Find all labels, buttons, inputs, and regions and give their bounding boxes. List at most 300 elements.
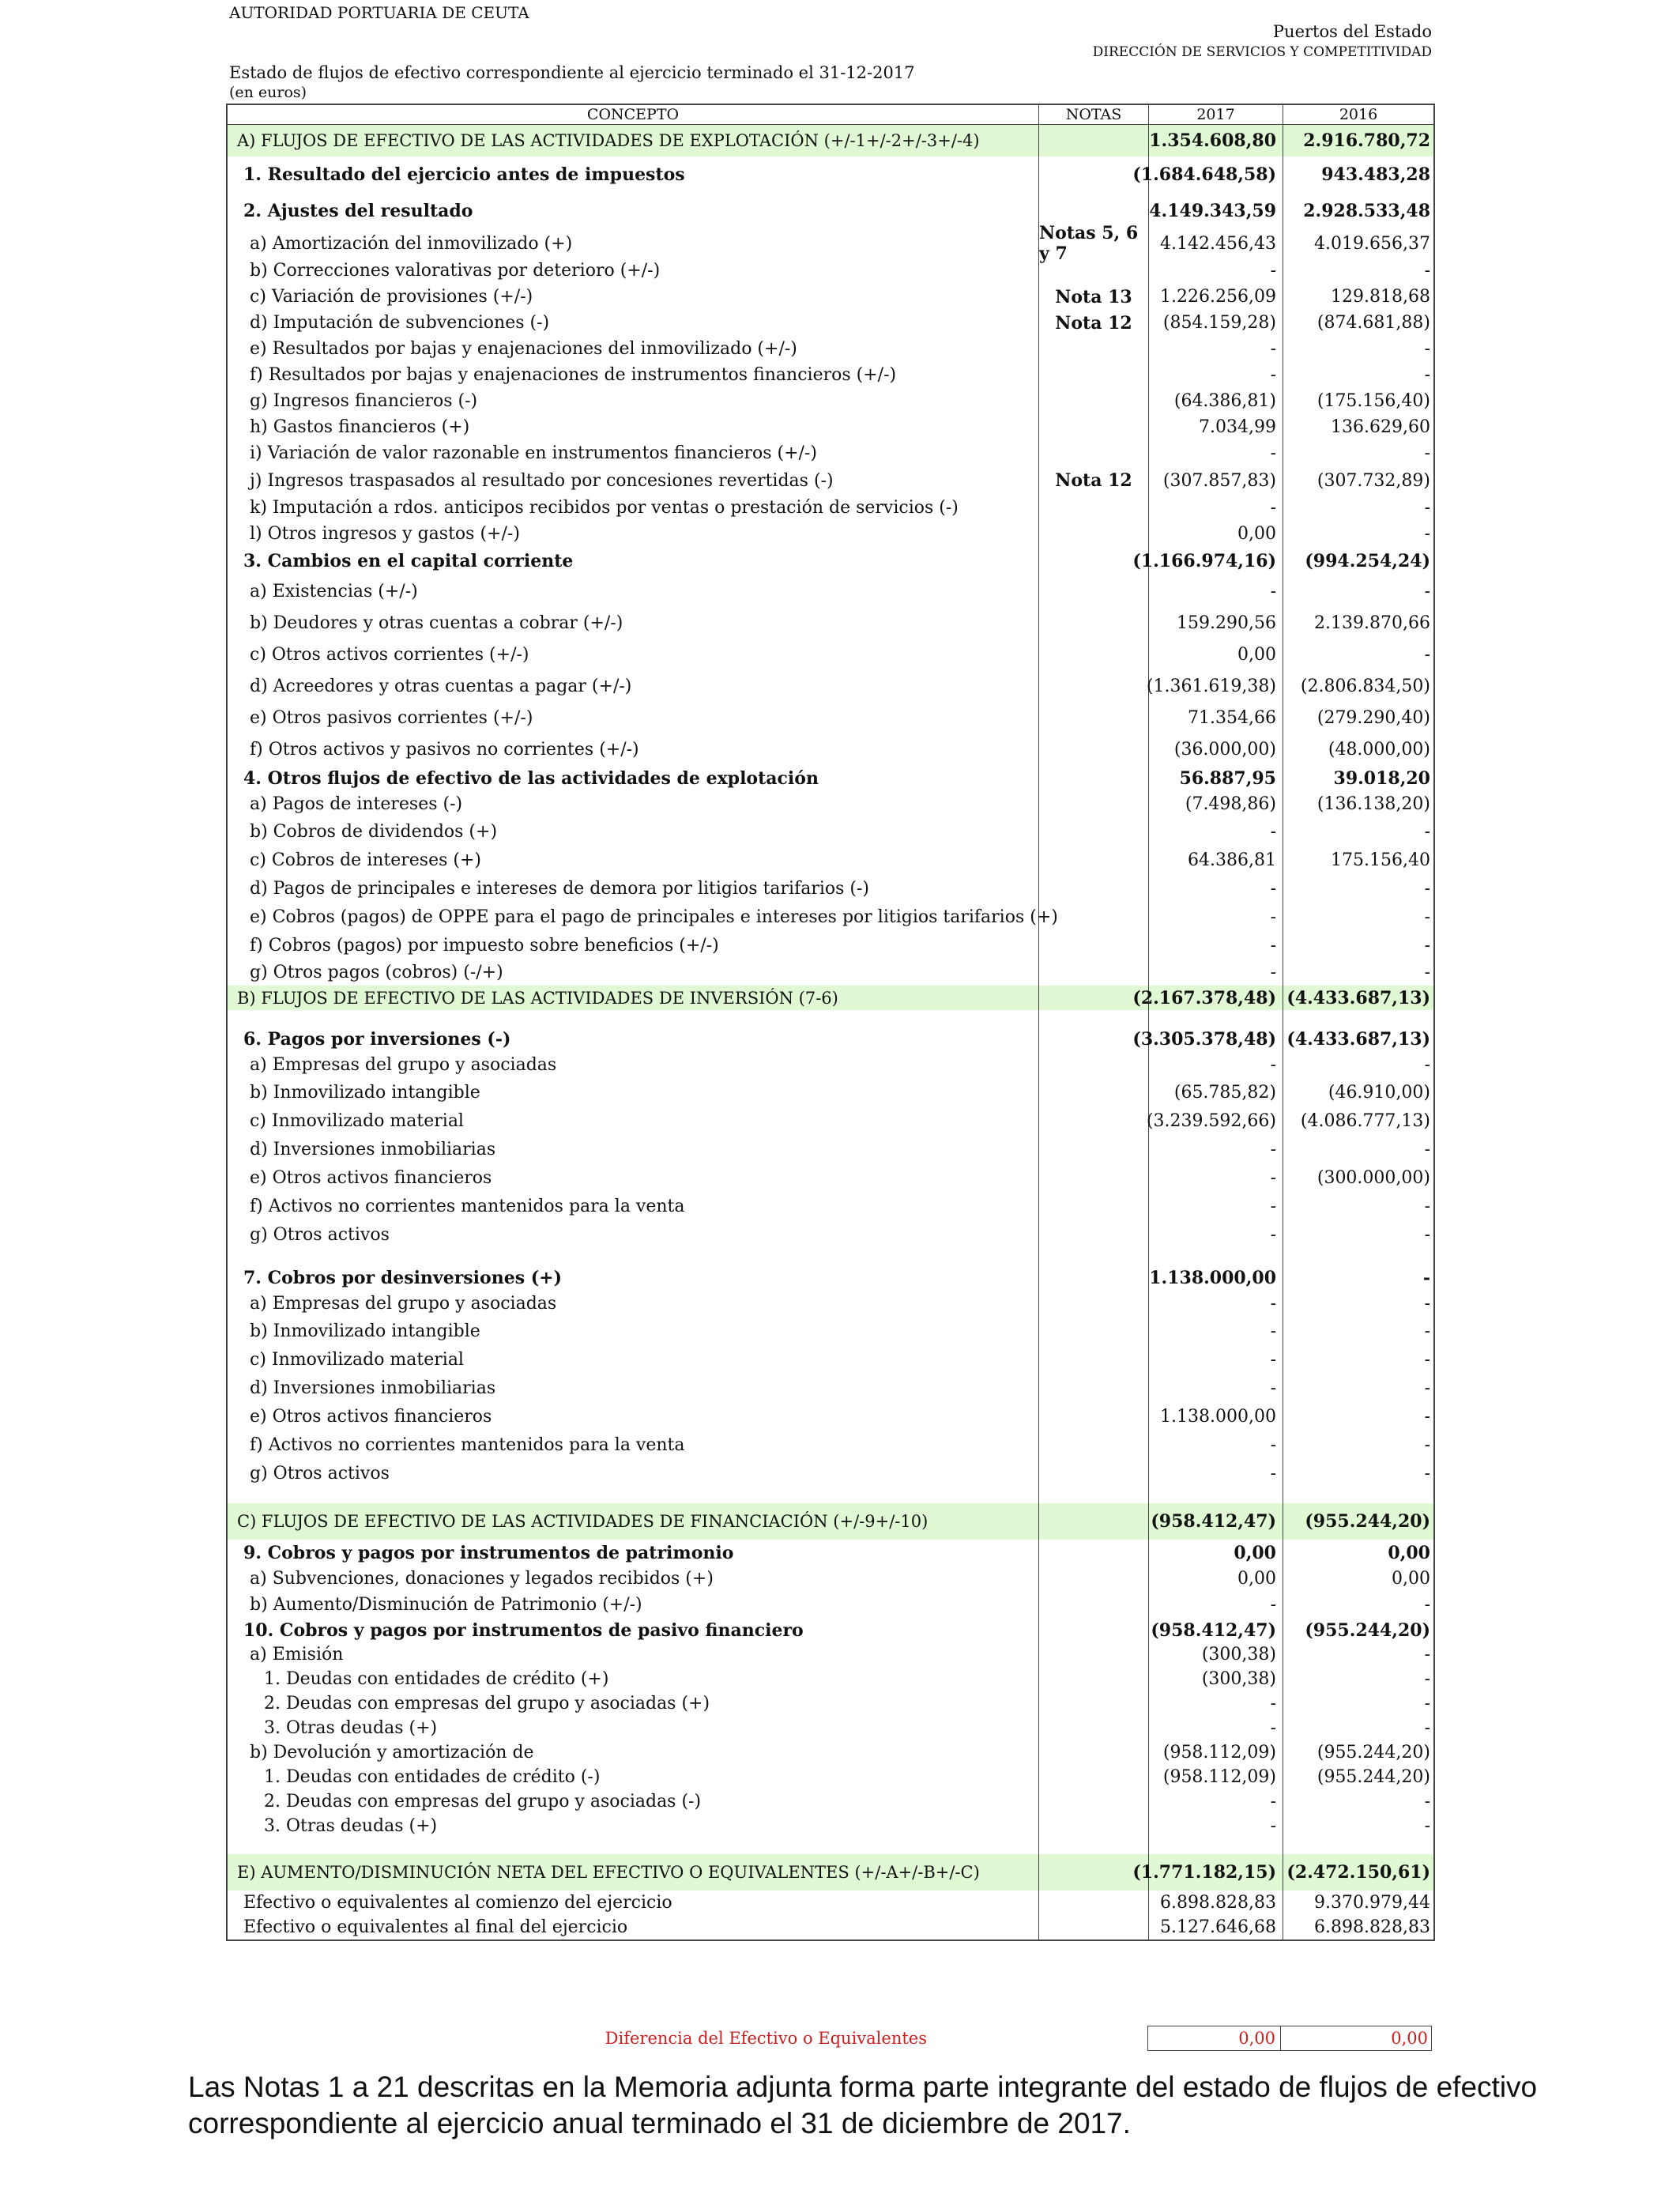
concept-cell: 9. Cobros y pagos por instrumentos de patrimonio [228, 1540, 1039, 1566]
concept-cell: a) Empresas del grupo y asociadas [228, 1052, 1039, 1078]
value-2017-cell: (300,38) [1149, 1642, 1283, 1667]
value-2017-cell: - [1149, 495, 1283, 521]
value-2016-cell: - [1424, 1378, 1430, 1398]
concept-cell: c) Variación de provisiones (+/-) [228, 284, 1039, 310]
notes-cell [1039, 1691, 1149, 1716]
value-2017-cell: - [1149, 931, 1283, 959]
table-row [228, 1459, 1433, 1487]
concept-cell: c) Cobros de intereses (+) [228, 846, 1039, 874]
table-row [228, 1566, 1433, 1592]
value-2017-cell: 1.226.256,09 [1149, 284, 1283, 310]
value-2017-cell: 0,00 [1149, 639, 1283, 670]
value-2017-cell: 0,00 [1149, 521, 1283, 547]
value-2017-cell: 7.034,99 [1149, 414, 1283, 440]
concept-cell [228, 1487, 1039, 1503]
table-row [228, 1915, 1433, 1940]
concept-cell: f) Otros activos y pasivos no corrientes (+/-) [228, 733, 1039, 765]
value-2017-cell: (65.785,82) [1149, 1078, 1283, 1106]
concept-cell: e) Otros pasivos corrientes (+/-) [228, 702, 1039, 733]
notes-cell [1039, 336, 1149, 362]
notes-cell [1039, 702, 1149, 733]
notes-cell [1039, 874, 1149, 903]
value-2016-cell: 136.629,60 [1331, 417, 1430, 437]
value-2017-cell: 71.354,66 [1149, 702, 1283, 733]
value-2017-cell: (3.239.592,66) [1149, 1106, 1283, 1135]
table-row [228, 258, 1433, 284]
value-2016-cell: (307.732,89) [1317, 470, 1430, 491]
concept-cell: A) FLUJOS DE EFECTIVO DE LAS ACTIVIDADES DE EXPLOTACIÓN (+/-1+/-2+/-3+/-4) [228, 125, 1039, 156]
concept-cell: a) Pagos de intereses (-) [228, 791, 1039, 817]
table-row [228, 1765, 1433, 1789]
table-row [228, 1265, 1433, 1291]
notes-cell [1039, 1106, 1149, 1135]
concept-cell: d) Pagos de principales e intereses de demora por litigios tarifarios (-) [228, 874, 1039, 903]
value-2016-cell: - [1424, 581, 1430, 601]
table-row [228, 1317, 1433, 1345]
value-2016-cell: (279.290,40) [1317, 707, 1430, 728]
value-2017-cell [1149, 1249, 1283, 1265]
table-row [228, 1667, 1433, 1691]
table-body [228, 125, 1433, 1940]
table-row [228, 639, 1433, 670]
table-row [228, 765, 1433, 791]
value-2017-cell [1149, 1010, 1283, 1026]
table-row [228, 1291, 1433, 1317]
concept-cell: 3. Otras deudas (+) [228, 1716, 1039, 1740]
value-2017-cell: (300,38) [1149, 1667, 1283, 1691]
table-row [228, 1106, 1433, 1135]
value-2017-cell: 64.386,81 [1149, 846, 1283, 874]
value-2017-cell: (958.412,47) [1149, 1618, 1283, 1642]
table-row [228, 336, 1433, 362]
concept-cell: h) Gastos financieros (+) [228, 414, 1039, 440]
table-row [228, 1618, 1433, 1642]
concept-cell: b) Inmovilizado intangible [228, 1078, 1039, 1106]
value-2017-cell: 56.887,95 [1149, 765, 1283, 791]
value-2017-cell: - [1149, 1220, 1283, 1249]
org-name: Puertos del Estado [1272, 22, 1432, 41]
table-row [228, 193, 1433, 229]
value-2016-cell: 0,00 [1388, 1542, 1430, 1563]
concept-cell: g) Ingresos financieros (-) [228, 388, 1039, 414]
spacer-row [228, 1838, 1433, 1854]
notes-cell [1039, 1265, 1149, 1291]
value-2017-cell: - [1149, 959, 1283, 986]
value-2017-cell: - [1149, 1814, 1283, 1838]
table-row [228, 547, 1433, 575]
value-2016-cell: (300.000,00) [1317, 1167, 1430, 1188]
value-2017-cell: (2.167.378,48) [1149, 986, 1283, 1010]
value-2016-cell: 129.818,68 [1331, 287, 1430, 307]
concept-cell: a) Emisión [228, 1642, 1039, 1667]
notes-cell [1039, 817, 1149, 846]
concept-cell: a) Empresas del grupo y asociadas [228, 1291, 1039, 1317]
value-2017-cell: (958.112,09) [1149, 1740, 1283, 1765]
table-row [228, 1345, 1433, 1374]
notes-cell: Nota 12 [1039, 466, 1149, 495]
table-row [228, 575, 1433, 607]
value-2016-cell: 6.898.828,83 [1314, 1917, 1430, 1937]
value-2017-cell: (1.361.619,38) [1149, 670, 1283, 702]
concept-cell: b) Inmovilizado intangible [228, 1317, 1039, 1345]
value-2017-cell: - [1149, 903, 1283, 931]
value-2016-cell [1283, 1249, 1433, 1265]
value-2016-cell: (2.806.834,50) [1300, 676, 1430, 696]
concept-cell: 2. Deudas con empresas del grupo y asociadas (+) [228, 1691, 1039, 1716]
value-2017-cell: - [1149, 1135, 1283, 1163]
notes-cell [1039, 1487, 1149, 1503]
notes-cell [1039, 495, 1149, 521]
value-2016-cell: - [1424, 524, 1430, 544]
table-row [228, 817, 1433, 846]
value-2016-cell: - [1424, 1294, 1430, 1314]
value-2017-cell: (7.498,86) [1149, 791, 1283, 817]
notes-cell [1039, 1220, 1149, 1249]
value-2017-cell: (958.412,47) [1149, 1503, 1283, 1540]
notes-cell [1039, 1915, 1149, 1940]
value-2016-cell: - [1424, 878, 1430, 899]
value-2016-cell: 9.370.979,44 [1314, 1893, 1430, 1913]
table-row [228, 931, 1433, 959]
value-2017-cell: 1.354.608,80 [1149, 125, 1283, 156]
concept-cell: b) Devolución y amortización de [228, 1740, 1039, 1765]
value-2016-cell [1283, 1487, 1433, 1503]
concept-cell: Efectivo o equivalentes al final del ejercicio [228, 1915, 1039, 1940]
concept-cell: 1. Resultado del ejercicio antes de impuestos [228, 156, 1039, 193]
concept-cell: 4. Otros flujos de efectivo de las actividades de explotación [228, 765, 1039, 791]
value-2016-cell: - [1424, 1349, 1430, 1370]
value-2016-cell: (955.244,20) [1305, 1619, 1430, 1641]
value-2016-cell: - [1424, 443, 1430, 463]
concept-cell: B) FLUJOS DE EFECTIVO DE LAS ACTIVIDADES DE INVERSIÓN (7-6) [228, 986, 1039, 1010]
value-2016-cell: - [1424, 261, 1430, 281]
notes-cell [1039, 1642, 1149, 1667]
concept-cell: g) Otros activos [228, 1459, 1039, 1487]
notes-cell [1039, 1891, 1149, 1915]
notes-cell: Nota 13 [1039, 284, 1149, 310]
value-2016-cell: - [1424, 1595, 1430, 1615]
concept-cell: 7. Cobros por desinversiones (+) [228, 1265, 1039, 1291]
table-row [228, 284, 1433, 310]
notes-cell [1039, 258, 1149, 284]
table-row [228, 1716, 1433, 1740]
value-2017-cell: - [1149, 1789, 1283, 1814]
concept-cell: b) Deudores y otras cuentas a cobrar (+/-) [228, 607, 1039, 639]
value-2016-cell: - [1424, 1718, 1430, 1738]
notes-cell [1039, 1838, 1149, 1854]
notes-cell [1039, 765, 1149, 791]
value-2017-cell: - [1149, 1716, 1283, 1740]
value-2016-cell: - [1424, 1196, 1430, 1216]
value-2016-cell: (874.681,88) [1317, 313, 1430, 333]
concept-cell: d) Imputación de subvenciones (-) [228, 310, 1039, 336]
notes-cell [1039, 1740, 1149, 1765]
value-2017-cell: - [1149, 1163, 1283, 1192]
difference-box [1147, 2026, 1432, 2051]
notes-cell [1039, 1716, 1149, 1740]
value-2016-cell: (2.472.150,61) [1286, 1862, 1430, 1883]
concept-cell: d) Acreedores y otras cuentas a pagar (+/-) [228, 670, 1039, 702]
notes-cell [1039, 125, 1149, 156]
concept-cell: b) Cobros de dividendos (+) [228, 817, 1039, 846]
notes-cell [1039, 1402, 1149, 1431]
concept-cell [228, 1249, 1039, 1265]
notes-cell [1039, 1431, 1149, 1459]
table-row [228, 1789, 1433, 1814]
concept-cell: l) Otros ingresos y gastos (+/-) [228, 521, 1039, 547]
table-row [228, 1691, 1433, 1716]
table-row [228, 1192, 1433, 1220]
value-2016-cell: - [1424, 1792, 1430, 1811]
table-row [228, 1052, 1433, 1078]
value-2016-cell: - [1424, 339, 1430, 359]
concept-cell: c) Otros activos corrientes (+/-) [228, 639, 1039, 670]
value-2016-cell: 39.018,20 [1333, 767, 1430, 789]
value-2016-cell: - [1424, 1139, 1430, 1159]
value-2017-cell: - [1149, 1592, 1283, 1618]
table-row [228, 1431, 1433, 1459]
value-2017-cell: - [1149, 817, 1283, 846]
table-row [228, 903, 1433, 931]
value-2016-cell: - [1424, 1694, 1430, 1713]
col-2016: 2016 [1339, 106, 1378, 123]
notes-cell [1039, 931, 1149, 959]
table-row [228, 791, 1433, 817]
notes-cell [1039, 903, 1149, 931]
concept-cell: i) Variación de valor razonable en instrumentos financieros (+/-) [228, 440, 1039, 466]
concept-cell [228, 1010, 1039, 1026]
value-2016-cell: - [1424, 963, 1430, 982]
concept-cell: a) Existencias (+/-) [228, 575, 1039, 607]
concept-cell: a) Subvenciones, donaciones y legados recibidos (+) [228, 1566, 1039, 1592]
concept-cell: f) Activos no corrientes mantenidos para la venta [228, 1431, 1039, 1459]
direction-name: DIRECCIÓN DE SERVICIOS Y COMPETITIVIDAD [1092, 44, 1432, 60]
value-2017-cell [1149, 1487, 1283, 1503]
notes-cell [1039, 362, 1149, 388]
table-row [228, 702, 1433, 733]
concept-cell: j) Ingresos traspasados al resultado por concesiones revertidas (-) [228, 466, 1039, 495]
value-2017-cell: 1.138.000,00 [1149, 1265, 1283, 1291]
notes-cell: Nota 12 [1039, 310, 1149, 336]
concept-cell: 3. Otras deudas (+) [228, 1814, 1039, 1838]
notes-cell [1039, 1566, 1149, 1592]
table-row [228, 1220, 1433, 1249]
value-2017-cell: - [1149, 440, 1283, 466]
units-note: (en euros) [229, 84, 307, 101]
concept-cell: g) Otros pagos (cobros) (-/+) [228, 959, 1039, 986]
table-row [228, 959, 1433, 986]
notes-cell [1039, 1789, 1149, 1814]
value-2017-cell: - [1149, 1192, 1283, 1220]
notes-cell [1039, 733, 1149, 765]
value-2017-cell: (3.305.378,48) [1149, 1026, 1283, 1052]
notes-cell [1039, 1345, 1149, 1374]
value-2016-cell: 175.156,40 [1331, 850, 1430, 870]
concept-cell: e) Otros activos financieros [228, 1163, 1039, 1192]
concept-cell: e) Resultados por bajas y enajenaciones del inmovilizado (+/-) [228, 336, 1039, 362]
value-2016-cell: (955.244,20) [1317, 1767, 1430, 1787]
table-row [228, 495, 1433, 521]
value-2017-cell: - [1149, 1345, 1283, 1374]
value-2016-cell: - [1424, 365, 1430, 385]
notes-cell [1039, 1249, 1149, 1265]
table-row [228, 607, 1433, 639]
value-2016-cell: 2.916.780,72 [1303, 130, 1430, 151]
value-2016-cell: (955.244,20) [1317, 1743, 1430, 1762]
document-title: Estado de flujos de efectivo correspondiente al ejercicio terminado el 31-12-2017 [229, 63, 915, 82]
notes-cell [1039, 1317, 1149, 1345]
authority-name: AUTORIDAD PORTUARIA DE CEUTA [229, 3, 529, 22]
value-2016-cell: (48.000,00) [1328, 739, 1430, 760]
value-2016-cell: - [1424, 1406, 1430, 1427]
value-2016-cell: - [1424, 935, 1430, 956]
table-row [228, 1592, 1433, 1618]
table-row [228, 1402, 1433, 1431]
value-2016-cell: - [1424, 1321, 1430, 1341]
value-2016-cell: - [1424, 644, 1430, 665]
value-2016-cell: (4.086.777,13) [1300, 1110, 1430, 1131]
spacer-row [228, 1249, 1433, 1265]
value-2017-cell: 4.142.456,43 [1149, 229, 1283, 258]
notes-cell [1039, 388, 1149, 414]
table-row [228, 1642, 1433, 1667]
value-2016-cell: - [1424, 1434, 1430, 1455]
concept-cell: d) Inversiones inmobiliarias [228, 1374, 1039, 1402]
table-row [228, 223, 1433, 264]
concept-cell: e) Otros activos financieros [228, 1402, 1039, 1431]
table-row [228, 1891, 1433, 1915]
notes-cell [1039, 1374, 1149, 1402]
value-2016-cell: - [1424, 1669, 1430, 1689]
concept-cell: b) Correcciones valorativas por deterioro (+/-) [228, 258, 1039, 284]
value-2017-cell: 159.290,56 [1149, 607, 1283, 639]
value-2017-cell: - [1149, 1291, 1283, 1317]
notes-cell [1039, 521, 1149, 547]
value-2016-cell: 4.019.656,37 [1314, 233, 1430, 254]
value-2016-cell: - [1424, 1645, 1430, 1664]
value-2017-cell: - [1149, 874, 1283, 903]
value-2017-cell: - [1149, 1691, 1283, 1716]
value-2016-cell: - [1424, 907, 1430, 927]
table-row [228, 1740, 1433, 1765]
notes-cell [1039, 1192, 1149, 1220]
concept-cell: 6. Pagos por inversiones (-) [228, 1026, 1039, 1052]
table-row [228, 440, 1433, 466]
concept-cell: e) Cobros (pagos) de OPPE para el pago de principales e intereses por litigios tarifarios (+) [228, 903, 1039, 931]
notes-cell: Notas 5, 6 y 7 [1039, 229, 1149, 258]
value-2017-cell: - [1149, 1052, 1283, 1078]
notes-cell [1039, 1135, 1149, 1163]
value-2017-cell: - [1149, 1374, 1283, 1402]
notes-cell [1039, 1459, 1149, 1487]
concept-cell: d) Inversiones inmobiliarias [228, 1135, 1039, 1163]
concept-cell: g) Otros activos [228, 1220, 1039, 1249]
value-2017-cell: - [1149, 1459, 1283, 1487]
concept-cell [228, 1838, 1039, 1854]
concept-cell: f) Cobros (pagos) por impuesto sobre beneficios (+/-) [228, 931, 1039, 959]
concept-cell: b) Aumento/Disminución de Patrimonio (+/-) [228, 1592, 1039, 1618]
concept-cell: c) Inmovilizado material [228, 1345, 1039, 1374]
concept-cell: f) Activos no corrientes mantenidos para la venta [228, 1192, 1039, 1220]
value-2016-cell: (4.433.687,13) [1286, 1028, 1430, 1050]
value-2017-cell: - [1149, 575, 1283, 607]
concept-cell: a) Amortización del inmovilizado (+) [228, 229, 1039, 258]
spacer-row [228, 1487, 1433, 1503]
value-2016-cell: - [1424, 1816, 1430, 1836]
notes-cell [1039, 414, 1149, 440]
concept-cell: E) AUMENTO/DISMINUCIÓN NETA DEL EFECTIVO O EQUIVALENTES (+/-A+/-B+/-C) [228, 1854, 1039, 1891]
table-row [228, 466, 1433, 495]
table-row [228, 388, 1433, 414]
notes-cell [1039, 959, 1149, 986]
value-2016-cell: 2.928.533,48 [1303, 201, 1430, 221]
notes-cell [1039, 1667, 1149, 1691]
table-row [228, 1814, 1433, 1838]
table-row [228, 125, 1433, 156]
concept-cell: c) Inmovilizado material [228, 1106, 1039, 1135]
value-2016-cell: - [1424, 1055, 1430, 1075]
notes-cell [1039, 575, 1149, 607]
value-2017-cell: - [1149, 336, 1283, 362]
value-2017-cell: - [1149, 1317, 1283, 1345]
notes-cell [1039, 639, 1149, 670]
spacer-row [228, 1010, 1433, 1026]
value-2017-cell: 1.138.000,00 [1149, 1402, 1283, 1431]
value-2017-cell: (854.159,28) [1149, 310, 1283, 336]
value-2017-cell: (307.857,83) [1149, 466, 1283, 495]
table-row [228, 156, 1433, 193]
concept-cell: C) FLUJOS DE EFECTIVO DE LAS ACTIVIDADES DE FINANCIACIÓN (+/-9+/-10) [228, 1503, 1039, 1540]
value-2016-cell: - [1422, 1267, 1430, 1288]
value-2017-cell: 0,00 [1149, 1540, 1283, 1566]
value-2017-cell: 4.149.343,59 [1149, 193, 1283, 229]
value-2017-cell: - [1149, 362, 1283, 388]
notes-cell [1039, 1592, 1149, 1618]
concept-cell: 2. Deudas con empresas del grupo y asociadas (-) [228, 1789, 1039, 1814]
value-2016-cell: 2.139.870,66 [1314, 613, 1430, 633]
difference-row [226, 2026, 1432, 2051]
value-2017-cell: 5.127.646,68 [1149, 1915, 1283, 1940]
value-2017-cell: - [1149, 1431, 1283, 1459]
value-2017-cell: (958.112,09) [1149, 1765, 1283, 1789]
cash-flow-table [226, 104, 1435, 1941]
value-2017-cell [1149, 1838, 1283, 1854]
notes-cell [1039, 607, 1149, 639]
col-notes: NOTAS [1039, 105, 1149, 124]
value-2016-cell: - [1424, 498, 1430, 518]
value-2016-cell: (955.244,20) [1305, 1511, 1430, 1532]
table-header [228, 105, 1433, 125]
notes-cell [1039, 1052, 1149, 1078]
value-2017-cell: (1.771.182,15) [1149, 1854, 1283, 1891]
notes-cell [1039, 846, 1149, 874]
table-row [228, 362, 1433, 388]
difference-2016: 0,00 [1391, 2029, 1428, 2048]
notes-cell [1039, 670, 1149, 702]
table-row [228, 521, 1433, 547]
value-2016-cell: 0,00 [1392, 1569, 1430, 1589]
notes-cell [1039, 791, 1149, 817]
table-row [228, 1854, 1433, 1891]
table-row [228, 874, 1433, 903]
value-2017-cell: (1.166.974,16) [1149, 547, 1283, 575]
value-2016-cell: - [1424, 1463, 1430, 1483]
value-2017-cell: (1.684.648,58) [1149, 156, 1283, 193]
table-row [228, 846, 1433, 874]
col-concept: CONCEPTO [228, 105, 1039, 124]
value-2016-cell: (46.910,00) [1328, 1082, 1430, 1103]
value-2016-cell: (994.254,24) [1305, 551, 1430, 571]
